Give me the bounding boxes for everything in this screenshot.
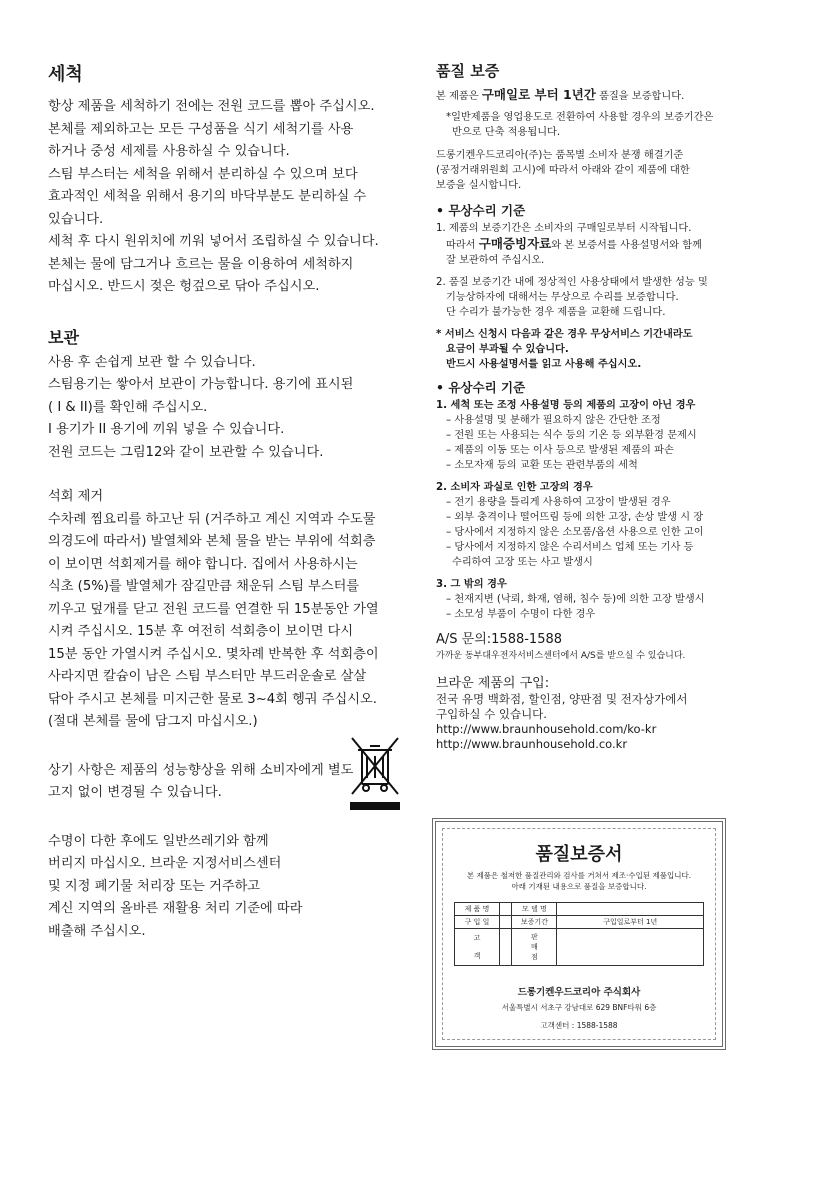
text-line: 고지 없이 변경될 수 있습니다. (48, 785, 222, 800)
card-center: 고객센터 : 1588-1588 (540, 1021, 618, 1030)
text-line: 끼우고 덮개를 닫고 전원 코드를 연결한 뒤 15분동안 가열 (48, 601, 379, 617)
cell-label: 모 델 명 (512, 903, 557, 916)
text-line: 반드시 사용설명서를 읽고 사용해 주십시오. (446, 359, 642, 370)
right-column (436, 60, 780, 752)
warranty-table (454, 902, 704, 966)
text-line: (절대 본체를 물에 담그지 마십시오.) (48, 714, 258, 729)
text-line: – 사용설명 및 분해가 필요하지 않은 간단한 조정 (446, 415, 661, 426)
free-repair-proof (436, 236, 780, 253)
text-line: 기능상하자에 대해서는 무상으로 수리를 보증합니다. (446, 292, 679, 303)
text-line: – 당사에서 지정하지 않은 소모품/옵션 사용으로 인한 고이 (446, 527, 704, 538)
text-line: 효과적인 세척을 위해서 용기의 바닥부분도 분리하실 수 (48, 189, 367, 204)
text-line: 수차례 찜요리를 하고난 뒤 (거주하고 계신 지역과 수도물 (48, 511, 376, 527)
intro-bold: 구매일로 부터 1년간 (481, 87, 596, 102)
storage-body (48, 352, 422, 465)
intro-text: 본 제품은 (436, 91, 482, 102)
proof-bold: 구매증빙자료 (478, 236, 552, 251)
text-line: I 용기가 II 용기에 끼워 넣을 수 있습니다. (48, 422, 285, 437)
product-name-field[interactable] (500, 903, 512, 916)
text-line: 스팀용기는 쌓아서 보관이 가능합니다. 용기에 표시된 (48, 377, 354, 392)
text-line: 전국 유명 백화점, 할인점, 양판점 및 전자상가에서 (436, 692, 688, 706)
text-line: – 제품의 이동 또는 이사 등으로 발생된 제품의 파손 (446, 445, 674, 456)
url-link[interactable]: http://www.braunhousehold.com/ko-kr (436, 722, 657, 736)
text-line: 반으로 단축 적용됩니다. (452, 127, 561, 138)
cell-char: 점 (531, 953, 538, 961)
seller-field[interactable] (557, 929, 704, 966)
cell-label: 구 입 일 (455, 916, 500, 929)
text-line: 본체를 제외하고는 모든 구성품을 식기 세척기를 사용 (48, 121, 354, 137)
cell-char: 고 (473, 934, 481, 942)
descale-title: 석회 제거 (48, 489, 104, 504)
text-line: 배출해 주십시오. (48, 923, 146, 939)
as-center: 가까운 동부대우전자서비스센터에서 A/S를 받으실 수 있습니다. (436, 651, 686, 661)
disposal-block (48, 831, 422, 944)
paid-repair-title: • 유상수리 기준 (436, 380, 526, 395)
paid-1-title: 1. 세척 또는 조정 사용설명 등의 제품의 고장이 아닌 경우 (436, 400, 696, 411)
warranty-card (432, 818, 726, 1050)
text-line: * 서비스 신청시 다음과 같은 경우 무상서비스 기간내라도 (436, 329, 693, 340)
text-line: 단 수리가 불가능한 경우 제품을 교환해 드립니다. (446, 307, 666, 318)
text-line: 식초 (5%)를 발열체가 잠길만큼 채운뒤 스팀 부스터를 (48, 579, 360, 594)
text-line: 이 보이면 석회제거를 해야 합니다. 집에서 사용하시는 (48, 556, 358, 572)
text-line: 스팀 부스터는 세척을 위해서 분리하실 수 있으며 보다 (48, 166, 358, 182)
text-line: 항상 제품을 세척하기 전에는 전원 코드를 뽑아 주십시오. (48, 99, 375, 114)
descale-body (48, 509, 422, 734)
url-link[interactable]: http://www.braunhousehold.co.kr (436, 737, 628, 751)
cell-char: 판 (531, 933, 538, 941)
as-inquiry: A/S 문의:1588-1588 (436, 632, 563, 647)
text-line: 의경도에 따라서) 발열체와 본체 물을 받는 부위에 석회층 (48, 534, 376, 549)
model-name-field[interactable] (557, 903, 704, 916)
text-line: 15분 동안 가열시켜 주십시오. 몇차례 반복한 후 석회층이 (48, 646, 379, 662)
text-line: 수리하여 고장 또는 사고 발생시 (452, 557, 593, 568)
paid-2-title: 2. 소비자 과실로 인한 고장의 경우 (436, 482, 593, 493)
free-repair-title: • 무상수리 기준 (436, 203, 526, 218)
cell-char: 매 (531, 943, 538, 951)
card-title: 품질보증서 (535, 844, 623, 865)
paid-3-title: 3. 그 밖의 경우 (436, 579, 507, 590)
warranty-intro (436, 87, 780, 104)
card-sub-1: 본 제품은 철저한 품질관리와 검사를 거쳐서 제조·수입된 제품입니다. (466, 871, 692, 880)
cleaning-body (48, 96, 422, 299)
customer-field[interactable] (500, 929, 512, 966)
purchase-title: 브라운 제품의 구입: (436, 676, 550, 691)
warranty-title: 품질 보증 (436, 62, 500, 80)
text-line: 하거나 중성 세제를 사용하실 수 있습니다. (48, 144, 290, 159)
text-line: 버리지 마십시오. 브라운 지정서비스센터 (48, 856, 282, 871)
text-line: – 전원 또는 사용되는 식수 등의 기온 등 외부환경 문제시 (446, 430, 697, 441)
seller-block (512, 929, 557, 966)
text-line: 수명이 다한 후에도 일반쓰레기와 함께 (48, 833, 269, 849)
text-line: (공정거래위원회 고시)에 따라서 아래와 같이 제품에 대한 (436, 165, 690, 176)
text-line: – 소모성 부품이 수명이 다한 경우 (446, 609, 596, 620)
storage-title: 보관 (48, 327, 79, 347)
cleaning-title: 세척 (48, 64, 83, 85)
text-line: 상기 사항은 제품의 성능향상을 위해 소비자에게 별도 (48, 762, 354, 778)
text-line: 닦아 주시고 본체를 미지근한 물로 3~4회 헹궈 주십시오. (48, 691, 377, 707)
text-line: 시켜 주십시오. 15분 후 여전히 석회층이 보이면 다시 (48, 624, 354, 639)
cell-label: 보증기간 (512, 916, 557, 929)
card-sub-2: 아래 기재된 내용으로 품질을 보증합니다. (511, 882, 647, 891)
text-line: 있습니다. (48, 211, 104, 227)
text-line: – 당사에서 지정하지 않은 수리서비스 업체 또는 기사 등 (446, 542, 694, 553)
customer-block (455, 929, 500, 966)
text-line: *일반제품을 영업용도로 전환하여 사용할 경우의 보증기간은 (446, 112, 714, 123)
text-line: 2. 품질 보증기간 내에 정상적인 사용상태에서 발생한 성능 및 (436, 277, 708, 288)
text-line: 요금이 부과될 수 있습니다. (446, 344, 569, 355)
text-line: 전원 코드는 그림12와 같이 보관할 수 있습니다. (48, 444, 324, 460)
text-line: 계신 지역의 올바른 재활용 처리 기준에 따라 (48, 901, 303, 916)
text-line: 드롱기켄우드코리아(주)는 품목별 소비자 분쟁 해결기준 (436, 150, 684, 161)
text-line: ( I & II)를 확인해 주십시오. (48, 399, 208, 415)
text-line: 본체는 물에 담그거나 흐르는 물을 이용하여 세척하지 (48, 256, 354, 272)
text-span: 와 본 보증서를 사용설명서와 함께 (551, 240, 702, 251)
text-line: – 전기 용량을 틀리게 사용하여 고장이 발생된 경우 (446, 497, 671, 508)
text-line: 마십시오. 반드시 젖은 헝겊으로 닦아 주십시오. (48, 279, 320, 294)
text-span: 따라서 (446, 240, 479, 251)
text-line: 잘 보관하여 주십시오. (446, 255, 545, 266)
text-line: 보증을 실시합니다. (436, 180, 522, 191)
text-line: 구입하실 수 있습니다. (436, 707, 547, 721)
cell-char: 객 (473, 952, 481, 960)
text-line: – 소모자재 등의 교환 또는 관련부품의 세척 (446, 460, 638, 471)
weee-bin-icon (346, 732, 404, 812)
text-line: – 외부 충격이나 떨어뜨림 등에 의한 고장, 손상 발생 시 장 (446, 512, 704, 523)
cell-value: 구입일로부터 1년 (557, 916, 704, 929)
text-line: – 천재지변 (낙뢰, 화재, 염해, 침수 등)에 의한 고장 발생시 (446, 594, 705, 605)
purchase-date-field[interactable] (500, 916, 512, 929)
text-line: 1. 제품의 보증기간은 소비자의 구매일로부터 시작됩니다. (436, 223, 692, 234)
text-line: 사용 후 손쉽게 보관 할 수 있습니다. (48, 354, 256, 370)
card-address: 서울특별시 서초구 강남대로 629 BNF타워 6층 (501, 1003, 657, 1012)
card-company: 드롱기켄우드코리아 주식회사 (517, 987, 641, 998)
cell-label: 제 품 명 (455, 903, 500, 916)
intro-text-end: 품질을 보증합니다. (595, 91, 685, 102)
text-line: 및 지정 폐기물 처리장 또는 거주하고 (48, 878, 261, 894)
text-line: 사라지면 칼슘이 남은 스팀 부스터만 부드러운솔로 살살 (48, 669, 367, 684)
text-line: 세척 후 다시 원위치에 끼워 넣어서 조립하실 수 있습니다. (48, 234, 379, 249)
